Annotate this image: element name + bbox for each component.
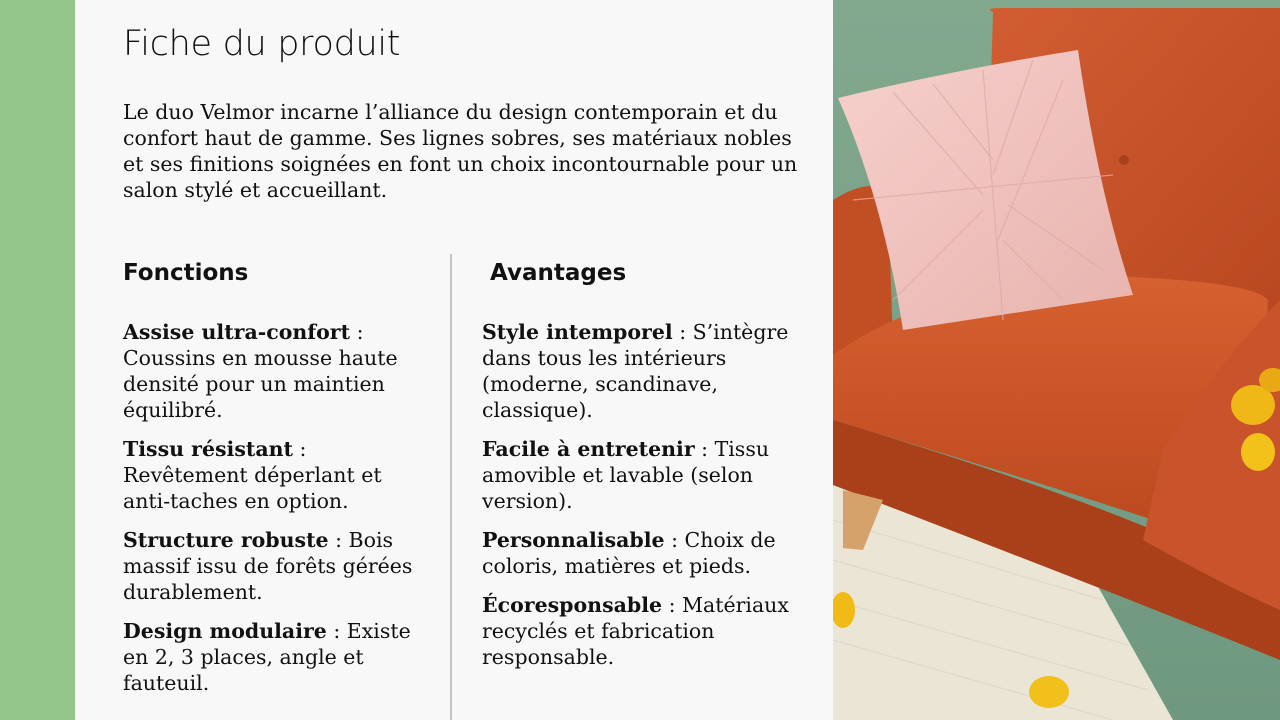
list-item [123, 618, 428, 696]
item-desc: : Tissu amovible et lavable (selon version). [482, 437, 770, 513]
item-desc: : Revêtement déperlant et anti-taches en option. [123, 437, 382, 513]
item-term: Facile à entretenir [482, 437, 695, 461]
item-desc: : Matériaux recyclés et fabrication responsable. [482, 593, 789, 669]
item-term: Tissu résistant [123, 437, 294, 461]
column-divider [450, 254, 452, 720]
list-item [482, 436, 792, 514]
item-term: Assise ultra-confort [123, 320, 351, 344]
item-term: Écoresponsable [482, 593, 663, 617]
list-item [482, 592, 792, 670]
item-term: Design modulaire [123, 619, 327, 643]
item-desc: : Bois massif issu de forêts gérées durablement. [123, 528, 413, 604]
item-desc: : Choix de coloris, matières et pieds. [482, 528, 776, 578]
item-desc: : Coussins en mousse haute densité pour un maintien équilibré. [123, 320, 398, 422]
list-item [123, 527, 428, 605]
intro-paragraph: Le duo Velmor incarne l’alliance du design contemporain et du confort haut de gamme. Ses lignes sobres, ses matériaux nobles et ses finitions soignées en font un choix incontournable pour un salon stylé et accueillant. [123, 100, 798, 202]
list-item [482, 319, 792, 423]
fonctions-heading: Fonctions [123, 260, 249, 286]
accent-strip [0, 0, 75, 720]
avantages-list [482, 319, 792, 683]
fonctions-list [123, 319, 428, 709]
list-item [123, 319, 428, 423]
item-term: Structure robuste [123, 528, 329, 552]
item-desc: : Existe en 2, 3 places, angle et fauteuil. [123, 619, 411, 695]
page-title: Fiche du produit [123, 24, 401, 64]
list-item [123, 436, 428, 514]
item-term: Style intemporel [482, 320, 673, 344]
list-item [482, 527, 792, 579]
item-desc: : S’intègre dans tous les intérieurs (moderne, scandinave, classique). [482, 320, 789, 422]
item-term: Personnalisable [482, 528, 665, 552]
sofa-photo [833, 0, 1280, 720]
avantages-heading: Avantages [490, 260, 627, 286]
